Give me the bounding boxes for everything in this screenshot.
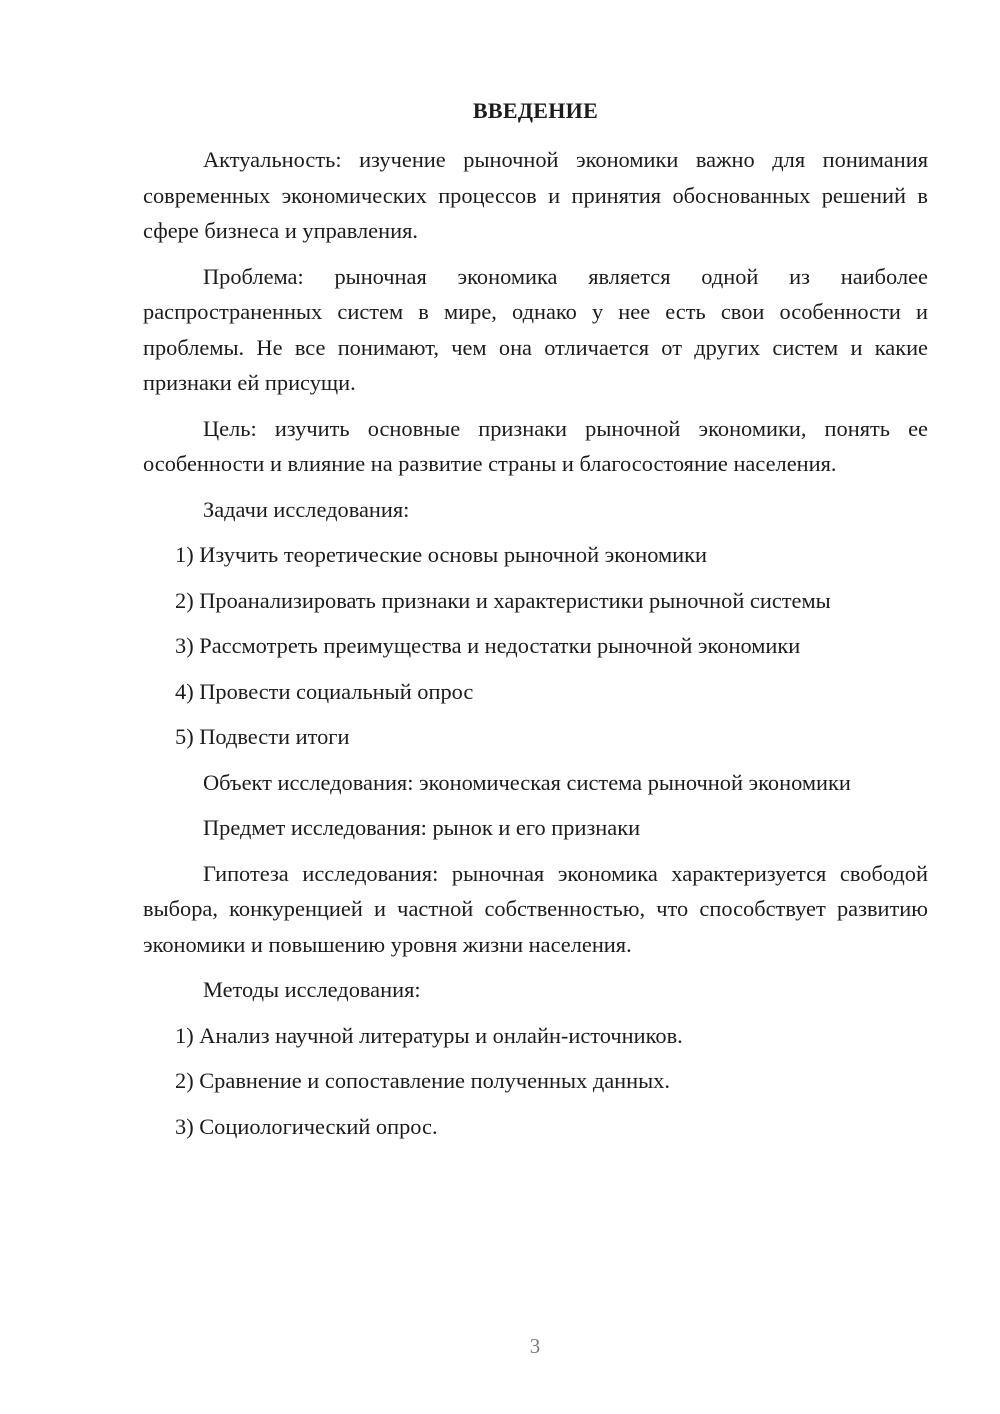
page-title: ВВЕДЕНИЕ bbox=[472, 98, 599, 123]
task-item: 4) Провести социальный опрос bbox=[175, 678, 474, 704]
document-body bbox=[143, 142, 928, 1154]
method-item: 3) Социологический опрос. bbox=[175, 1113, 438, 1139]
task-item: 5) Подвести итоги bbox=[175, 724, 350, 749]
page-number: 3 bbox=[529, 1334, 541, 1358]
task-item: 2) Проанализировать признаки и характеристики рыночной системы bbox=[175, 587, 831, 613]
method-item: 1) Анализ научной литературы и онлайн-источников. bbox=[175, 1022, 683, 1048]
problem-paragraph: Проблема: рыночная экономика является одной из наиболее распространенных систем в мире, однако у нее есть свои особенности и проблемы. Не все понимают, чем она отличается от других систем и какие признаки ей присущи. bbox=[143, 263, 928, 395]
method-item: 2) Сравнение и сопоставление полученных данных. bbox=[175, 1068, 670, 1093]
research-object: Объект исследования: экономическая система рыночной экономики bbox=[203, 769, 851, 795]
tasks-heading: Задачи исследования: bbox=[203, 496, 410, 522]
task-item: 1) Изучить теоретические основы рыночной экономики bbox=[175, 542, 707, 567]
relevance-paragraph: Актуальность: изучение рыночной экономики важно для понимания современных экономических процессов и принятия обоснованных решений в сфере бизнеса и управления. bbox=[143, 147, 928, 243]
hypothesis-paragraph: Гипотеза исследования: рыночная экономика характеризуется свободой выбора, конкуренцией и частной собственностью, что способствует развитию экономики и повышению уровня жизни населения. bbox=[143, 860, 928, 957]
research-subject: Предмет исследования: рынок и его признаки bbox=[203, 815, 641, 840]
methods-heading: Методы исследования: bbox=[203, 977, 421, 1002]
task-item: 3) Рассмотреть преимущества и недостатки рыночной экономики bbox=[175, 633, 801, 658]
goal-paragraph: Цель: изучить основные признаки рыночной экономики, понять ее особенности и влияние на развитие страны и благосостояние населения. bbox=[143, 415, 928, 476]
